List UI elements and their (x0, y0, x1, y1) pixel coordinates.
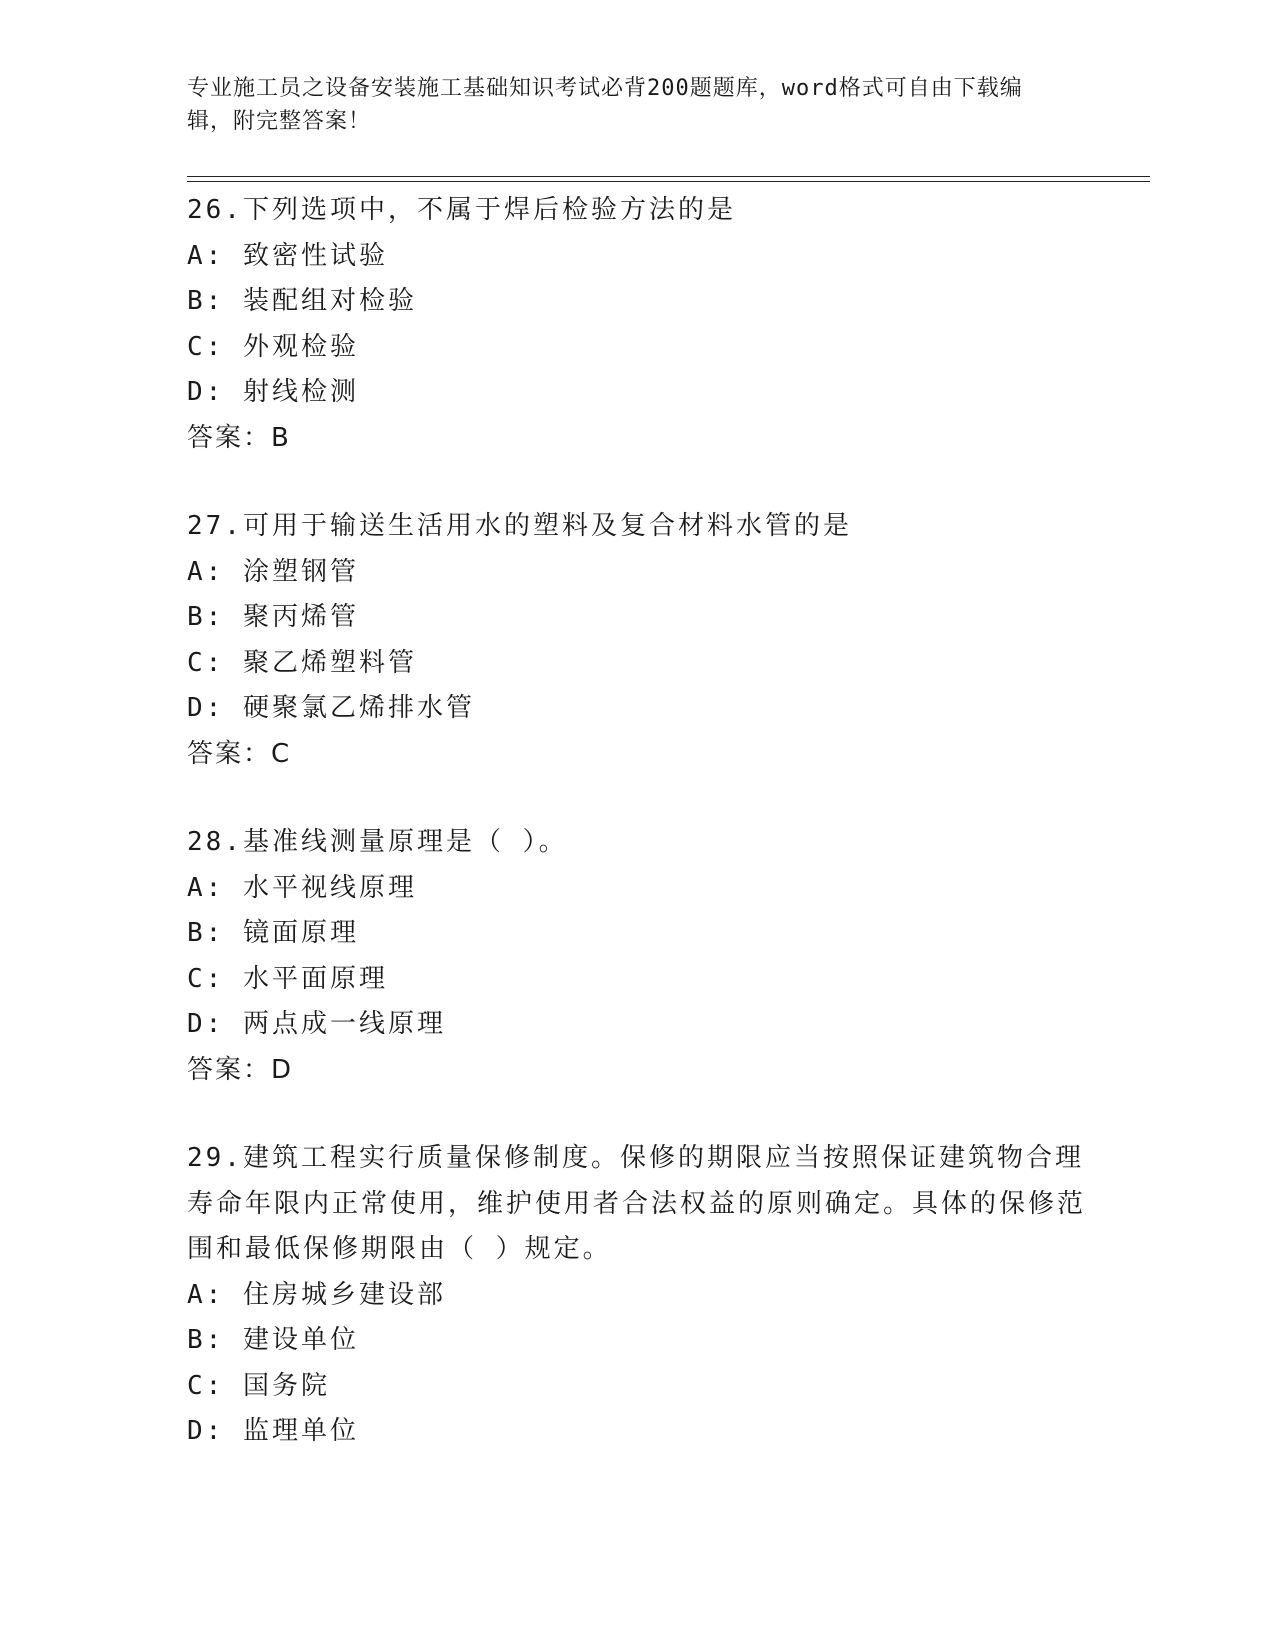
option-text: 聚乙烯塑料管 (242, 647, 417, 678)
option-letter: C: (187, 331, 225, 362)
option-text: 住房城乡建设部 (242, 1279, 446, 1310)
question-27 (187, 504, 1087, 777)
option-d (187, 1002, 1087, 1048)
question-26 (187, 188, 1087, 461)
option-b (187, 1318, 1087, 1364)
option-text: 国务院 (242, 1370, 330, 1401)
option-text: 致密性试验 (242, 240, 388, 271)
option-d (187, 686, 1087, 732)
question-stem: 27.可用于输送生活用水的塑料及复合材料水管的是 (187, 511, 852, 541)
option-a (187, 866, 1087, 912)
option-letter: B: (187, 918, 225, 948)
question-28 (187, 820, 1087, 1093)
answer-line: 答案：D (187, 1054, 294, 1085)
option-letter: B: (187, 1325, 225, 1355)
option-text: 硬聚氯乙烯排水管 (242, 693, 475, 723)
header-title: 专业施工员之设备安装施工基础知识考试必背200题题库，word格式可自由下载编辑，附完整答案！ (187, 76, 1023, 134)
option-letter: A: (187, 872, 225, 903)
option-letter: B: (187, 602, 225, 632)
header-divider-bottom (187, 181, 1150, 182)
option-text: 监理单位 (242, 1416, 359, 1446)
option-d (187, 1409, 1087, 1455)
option-letter: D: (187, 693, 225, 723)
option-c (187, 641, 1087, 687)
option-text: 涂塑钢管 (242, 556, 359, 587)
option-text: 两点成一线原理 (242, 1009, 446, 1039)
option-c (187, 957, 1087, 1003)
option-letter: C: (187, 647, 225, 678)
option-text: 镜面原理 (242, 918, 359, 948)
question-list (187, 188, 1087, 1498)
answer-line: 答案：C (187, 738, 292, 769)
option-text: 建设单位 (242, 1325, 359, 1355)
question-stem: 26.下列选项中，不属于焊后检验方法的是 (187, 195, 736, 225)
option-c (187, 325, 1087, 371)
header-divider-top (187, 176, 1150, 177)
option-letter: C: (187, 963, 225, 994)
option-text: 射线检测 (242, 377, 359, 407)
question-stem: 29.建筑工程实行质量保修制度。保修的期限应当按照保证建筑物合理寿命年限内正常使用，维护使用者合法权益的原则确定。具体的保修范围和最低保修期限由（ ）规定。 (187, 1143, 1087, 1264)
answer-line: 答案：B (187, 422, 291, 453)
option-a (187, 1273, 1087, 1319)
option-letter: B: (187, 286, 225, 316)
option-text: 外观检验 (242, 331, 359, 362)
option-a (187, 234, 1087, 280)
option-text: 聚丙烯管 (242, 602, 359, 632)
option-letter: D: (187, 1009, 225, 1039)
option-letter: A: (187, 1279, 225, 1310)
option-d (187, 370, 1087, 416)
option-text: 水平视线原理 (242, 872, 417, 903)
option-a (187, 550, 1087, 596)
option-c (187, 1364, 1087, 1410)
option-letter: D: (187, 377, 225, 407)
option-letter: A: (187, 240, 225, 271)
question-29 (187, 1136, 1087, 1455)
option-b (187, 279, 1087, 325)
document-header (187, 72, 1067, 138)
option-b (187, 911, 1087, 957)
question-stem: 28.基准线测量原理是（ ）。 (187, 827, 568, 857)
option-letter: D: (187, 1416, 225, 1446)
option-letter: A: (187, 556, 225, 587)
option-b (187, 595, 1087, 641)
option-text: 水平面原理 (242, 963, 388, 994)
option-letter: C: (187, 1370, 225, 1401)
option-text: 装配组对检验 (242, 286, 417, 316)
